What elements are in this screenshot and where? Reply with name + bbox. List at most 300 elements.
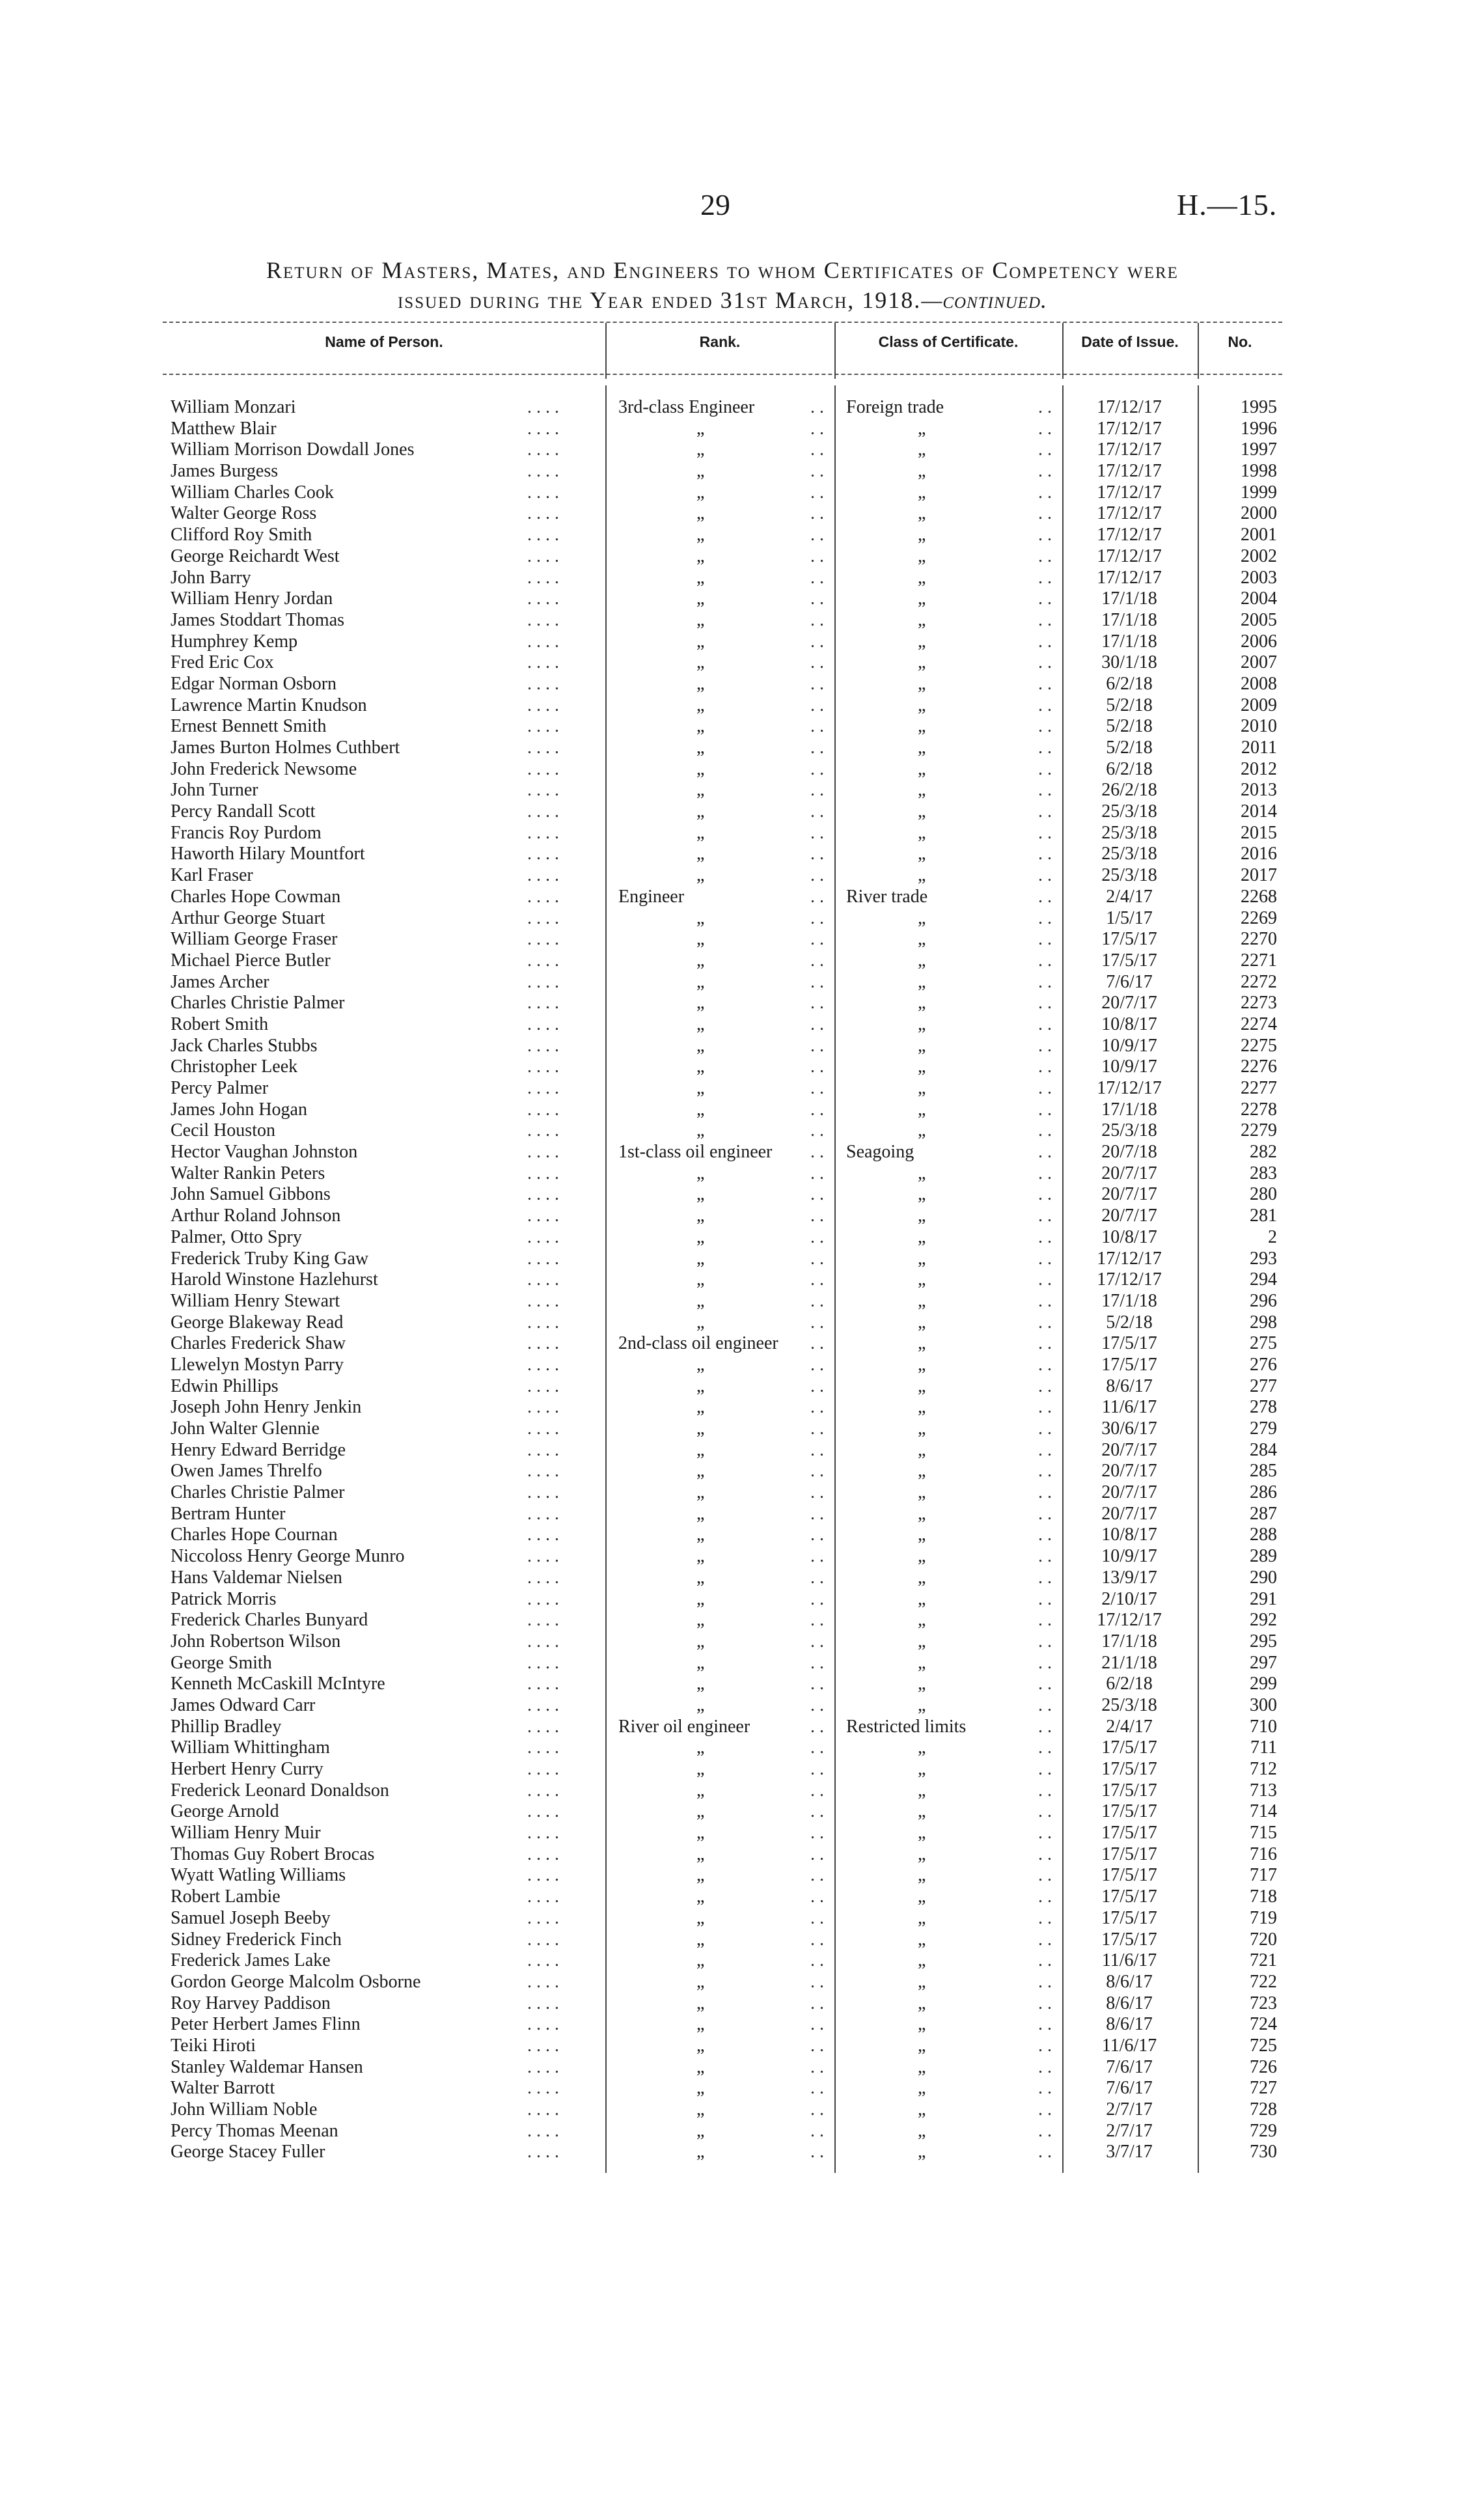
rank-cell: „ [696,525,705,546]
class-cell: „ [918,652,926,673]
leader-dots: . . . . [527,822,559,843]
leader-dots: . . . . [527,1588,559,1609]
leader-dots: . . [810,439,824,460]
leader-dots: . . [1038,1567,1052,1588]
rank-cell: „ [696,1439,705,1460]
person-name: William Whittingham [171,1737,330,1758]
table-row [163,780,1282,801]
date-of-issue: 10/8/17 [1101,1014,1157,1034]
leader-dots: . . [1038,1333,1052,1354]
certificate-number: 728 [1250,2099,1277,2120]
class-cell: „ [918,716,926,737]
class-cell: „ [918,1780,926,1801]
leader-dots: . . [810,1929,824,1950]
leader-dots: . . [1038,1950,1052,1971]
rank-cell: 2nd-class oil engineer [618,1333,778,1354]
person-name: Charles Hope Cowman [171,886,341,907]
person-name: Humphrey Kemp [171,631,298,652]
person-name: John Turner [171,780,258,801]
table-row [163,1717,1282,1738]
leader-dots: . . [1038,1886,1052,1907]
class-cell: „ [918,907,926,928]
date-of-issue: 17/1/18 [1101,588,1157,609]
leader-dots: . . [1038,1801,1052,1822]
person-name: George Stacey Fuller [171,2142,325,2162]
header-rank: Rank. [699,333,741,350]
header-divider [1198,323,1199,379]
leader-dots: . . . . [527,1057,559,1077]
leader-dots: . . [1038,1120,1052,1141]
table-row [163,738,1282,759]
leader-dots: . . . . [527,1950,559,1971]
date-of-issue: 17/5/17 [1101,950,1157,971]
certificate-number: 2004 [1241,588,1277,609]
class-cell: „ [918,1929,926,1950]
person-name: Percy Randall Scott [171,801,316,822]
person-name: James Odward Carr [171,1694,316,1715]
table-row [163,1653,1282,1674]
class-cell: „ [918,1312,926,1333]
leader-dots: . . [1038,1099,1052,1120]
leader-dots: . . . . [527,1035,559,1056]
person-name: Frederick Leonard Donaldson [171,1780,389,1801]
rank-cell: „ [696,2078,705,2099]
person-name: George Blakeway Read [171,1312,344,1333]
table-row [163,1036,1282,1057]
leader-dots: . . [1038,950,1052,971]
leader-dots: . . [1038,2142,1052,2162]
leader-dots: . . . . [527,652,559,673]
person-name: Thomas Guy Robert Brocas [171,1844,375,1864]
leader-dots: . . [810,2099,824,2120]
person-name: Ernest Bennett Smith [171,716,327,737]
person-name: Robert Lambie [171,1886,281,1907]
table-row [163,2078,1282,2099]
rank-cell: „ [696,1099,705,1120]
leader-dots: . . . . [527,546,559,566]
leader-dots: . . . . [527,1759,559,1779]
leader-dots: . . [810,1290,824,1311]
rank-cell: „ [696,801,705,822]
class-cell: „ [918,1823,926,1844]
table-row [163,1376,1282,1398]
rank-cell: „ [696,503,705,524]
rank-cell: „ [696,738,705,758]
leader-dots: . . [810,397,824,417]
certificate-number: 2007 [1241,652,1277,673]
leader-dots: . . . . [527,1312,559,1333]
date-of-issue: 17/1/18 [1101,609,1157,630]
table-body [163,397,1282,2163]
class-cell: „ [918,1269,926,1290]
certificate-number: 718 [1250,1886,1277,1907]
leader-dots: . . [1038,1057,1052,1077]
date-of-issue: 17/5/17 [1101,1865,1157,1886]
certificate-number: 2014 [1241,801,1277,822]
table-row [163,2121,1282,2142]
rank-cell: „ [696,1929,705,1950]
date-of-issue: 5/2/18 [1106,738,1153,758]
leader-dots: . . [810,1567,824,1588]
date-of-issue: 25/3/18 [1101,844,1157,864]
rank-cell: „ [696,1567,705,1588]
date-of-issue: 17/12/17 [1097,546,1162,566]
leader-dots: . . [810,801,824,822]
certificate-number: 277 [1250,1375,1277,1396]
table-row [163,1950,1282,1972]
leader-dots: . . [1038,567,1052,588]
person-name: Percy Palmer [171,1078,269,1098]
leader-dots: . . [810,1886,824,1907]
leader-dots: . . [810,1120,824,1141]
table-row [163,2057,1282,2079]
class-cell: „ [918,1333,926,1354]
table-row [163,1589,1282,1610]
leader-dots: . . [1038,1907,1052,1928]
date-of-issue: 26/2/18 [1101,780,1157,801]
page-number: 29 [700,188,730,221]
person-name: Arthur George Stuart [171,907,325,928]
date-of-issue: 17/5/17 [1101,1886,1157,1907]
person-name: John Walter Glennie [171,1418,320,1439]
leader-dots: . . [810,1907,824,1928]
person-name: James Stoddart Thomas [171,609,345,630]
date-of-issue: 17/12/17 [1097,461,1162,482]
date-of-issue: 17/1/18 [1101,1099,1157,1120]
leader-dots: . . [810,1375,824,1396]
leader-dots: . . . . [527,1290,559,1311]
table-row [163,1844,1282,1866]
certificate-number: 2000 [1241,503,1277,524]
certificate-number: 712 [1250,1759,1277,1779]
table-row [163,2036,1282,2057]
leader-dots: . . . . [527,865,559,886]
class-cell: „ [918,482,926,503]
leader-dots: . . [810,1163,824,1183]
leader-dots: . . [1038,2120,1052,2141]
leader-dots: . . . . [527,461,559,482]
certificate-number: 293 [1250,1248,1277,1269]
leader-dots: . . . . [527,1014,559,1034]
leader-dots: . . . . [527,418,559,439]
date-of-issue: 17/5/17 [1101,1907,1157,1928]
leader-dots: . . [1038,503,1052,524]
header-divider [605,323,607,379]
person-name: John Barry [171,567,251,588]
leader-dots: . . [1038,525,1052,546]
person-name: Robert Smith [171,1014,269,1034]
date-of-issue: 20/7/17 [1101,1439,1157,1460]
leader-dots: . . [810,971,824,992]
date-of-issue: 17/12/17 [1097,439,1162,460]
date-of-issue: 11/6/17 [1101,1950,1157,1971]
leader-dots: . . [810,461,824,482]
leader-dots: . . [1038,865,1052,886]
leader-dots: . . . . [527,950,559,971]
date-of-issue: 21/1/18 [1101,1652,1157,1673]
leader-dots: . . [1038,1418,1052,1439]
person-name: Stanley Waldemar Hansen [171,2056,363,2077]
table-row [163,610,1282,631]
leader-dots: . . . . [527,758,559,779]
person-name: James Burton Holmes Cuthbert [171,738,400,758]
leader-dots: . . [1038,695,1052,715]
rank-cell: „ [696,482,705,503]
table-row [163,652,1282,674]
header-date: Date of Issue. [1081,333,1179,350]
date-of-issue: 20/7/17 [1101,1184,1157,1205]
class-cell: „ [918,801,926,822]
leader-dots: . . [810,695,824,715]
leader-dots: . . [1038,1525,1052,1545]
header-no: No. [1228,333,1252,350]
leader-dots: . . [1038,1865,1052,1886]
leader-dots: . . . . [527,1375,559,1396]
class-cell: „ [918,1759,926,1779]
leader-dots: . . [810,865,824,886]
leader-dots: . . [810,1525,824,1545]
rank-cell: „ [696,1546,705,1567]
rank-cell: „ [696,1354,705,1375]
leader-dots: . . [810,1823,824,1844]
leader-dots: . . [1038,2056,1052,2077]
person-name: Harold Winstone Hazlehurst [171,1269,378,1290]
class-cell: „ [918,1674,926,1694]
table-row [163,546,1282,568]
person-name: Peter Herbert James Flinn [171,2014,361,2035]
date-of-issue: 2/7/17 [1106,2120,1153,2141]
date-of-issue: 11/6/17 [1101,1397,1157,1418]
person-name: Hans Valdemar Nielsen [171,1567,342,1588]
leader-dots: . . [810,2142,824,2162]
leader-dots: . . . . [527,1993,559,2013]
leader-dots: . . . . [527,609,559,630]
leader-dots: . . [810,907,824,928]
table-row [163,1482,1282,1504]
table-row [163,439,1282,461]
rank-cell: „ [696,1184,705,1205]
leader-dots: . . [810,1418,824,1439]
leader-dots: . . [1038,929,1052,950]
leader-dots: . . [810,1950,824,1971]
table-row [163,1291,1282,1312]
class-cell: „ [918,1014,926,1034]
leader-dots: . . [1038,822,1052,843]
person-name: Teiki Hiroti [171,2035,256,2056]
leader-dots: . . [1038,1588,1052,1609]
date-of-issue: 10/9/17 [1101,1546,1157,1567]
certificate-number: 291 [1250,1588,1277,1609]
table-row [163,1908,1282,1929]
person-name: Frederick James Lake [171,1950,331,1971]
rank-cell: „ [696,2142,705,2162]
date-of-issue: 10/8/17 [1101,1226,1157,1247]
class-cell: „ [918,1248,926,1269]
person-name: John William Noble [171,2099,318,2120]
date-of-issue: 17/1/18 [1101,1631,1157,1651]
person-name: Joseph John Henry Jenkin [171,1397,362,1418]
leader-dots: . . . . [527,1886,559,1907]
leader-dots: . . [810,418,824,439]
date-of-issue: 10/9/17 [1101,1057,1157,1077]
leader-dots: . . [1038,1759,1052,1779]
class-cell: River trade [846,886,928,907]
class-cell: „ [918,525,926,546]
certificate-number: 730 [1250,2142,1277,2162]
class-cell: „ [918,844,926,864]
class-cell: „ [918,1418,926,1439]
leader-dots: . . [810,1482,824,1503]
date-of-issue: 17/12/17 [1097,1248,1162,1269]
person-name: John Samuel Gibbons [171,1184,331,1205]
certificate-number: 719 [1250,1907,1277,1928]
table-row [163,1886,1282,1908]
class-cell: „ [918,2142,926,2162]
date-of-issue: 17/12/17 [1097,1078,1162,1098]
leader-dots: . . . . [527,1865,559,1886]
class-cell: „ [918,971,926,992]
leader-dots: . . . . [527,2078,559,2099]
leader-dots: . . [810,1759,824,1779]
leader-dots: . . [1038,1482,1052,1503]
certificate-number: 2273 [1241,993,1277,1014]
class-cell: „ [918,1907,926,1928]
certificate-number: 2005 [1241,609,1277,630]
person-name: Christopher Leek [171,1057,298,1077]
class-cell: Foreign trade [846,397,944,417]
rank-cell: „ [696,567,705,588]
leader-dots: . . [810,1078,824,1098]
class-cell: „ [918,2120,926,2141]
leader-dots: . . [810,1588,824,1609]
leader-dots: . . [810,1354,824,1375]
date-of-issue: 30/6/17 [1101,1418,1157,1439]
leader-dots: . . . . [527,1823,559,1844]
leader-dots: . . [1038,801,1052,822]
leader-dots: . . . . [527,1418,559,1439]
certificate-number: 297 [1250,1652,1277,1673]
date-of-issue: 7/6/17 [1106,971,1153,992]
person-name: Llewelyn Mostyn Parry [171,1354,344,1375]
leader-dots: . . [1038,1652,1052,1673]
date-of-issue: 13/9/17 [1101,1567,1157,1588]
date-of-issue: 17/5/17 [1101,1929,1157,1950]
leader-dots: . . . . [527,907,559,928]
leader-dots: . . [1038,1780,1052,1801]
class-cell: „ [918,567,926,588]
leader-dots: . . [810,1099,824,1120]
leader-dots: . . . . [527,780,559,801]
person-name: Niccoloss Henry George Munro [171,1546,405,1567]
leader-dots: . . [810,1035,824,1056]
class-cell: „ [918,673,926,694]
leader-dots: . . [1038,631,1052,652]
certificate-number: 2017 [1241,865,1277,886]
leader-dots: . . [810,1248,824,1269]
class-cell: „ [918,1567,926,1588]
rank-cell: „ [696,1078,705,1098]
rank-cell: 3rd-class Engineer [618,397,755,417]
table-row [163,1525,1282,1546]
leader-dots: . . [810,1674,824,1694]
table-row [163,1823,1282,1844]
date-of-issue: 17/5/17 [1101,1801,1157,1822]
leader-dots: . . . . [527,1269,559,1290]
table-row [163,1099,1282,1121]
rank-cell: „ [696,1418,705,1439]
leader-dots: . . . . [527,1674,559,1694]
table-row [163,950,1282,972]
leader-dots: . . [810,1631,824,1651]
rank-cell: „ [696,1035,705,1056]
certificate-number: 2003 [1241,567,1277,588]
certificate-number: 300 [1250,1694,1277,1715]
leader-dots: . . . . [527,1780,559,1801]
rank-cell: „ [696,588,705,609]
date-of-issue: 17/12/17 [1097,397,1162,417]
certificate-number: 276 [1250,1354,1277,1375]
rank-cell: „ [696,1461,705,1482]
leader-dots: . . . . [527,1439,559,1460]
rank-cell: „ [696,1120,705,1141]
person-name: Frederick Truby King Gaw [171,1248,369,1269]
date-of-issue: 5/2/18 [1106,716,1153,737]
table-row [163,2099,1282,2121]
table-row [163,1674,1282,1695]
class-cell: „ [918,1290,926,1311]
certificate-number: 714 [1250,1801,1277,1822]
certificate-number: 282 [1250,1142,1277,1163]
date-of-issue: 2/10/17 [1101,1588,1157,1609]
rank-cell: „ [696,1674,705,1694]
date-of-issue: 11/6/17 [1101,2035,1157,2056]
certificate-number: 2 [1268,1226,1277,1247]
leader-dots: . . [810,993,824,1014]
certificate-number: 287 [1250,1503,1277,1524]
leader-dots: . . . . [527,503,559,524]
certificate-number: 2013 [1241,780,1277,801]
certificate-number: 2272 [1241,971,1277,992]
date-of-issue: 10/8/17 [1101,1525,1157,1545]
person-name: Phillip Bradley [171,1716,282,1737]
leader-dots: . . [810,929,824,950]
date-of-issue: 25/3/18 [1101,1694,1157,1715]
leader-dots: . . [810,1865,824,1886]
date-of-issue: 20/7/17 [1101,1163,1157,1183]
leader-dots: . . [810,673,824,694]
leader-dots: . . . . [527,738,559,758]
person-name: William George Fraser [171,929,338,950]
table-row [163,1312,1282,1334]
leader-dots: . . [810,1142,824,1163]
class-cell: „ [918,2078,926,2099]
certificate-number: 715 [1250,1823,1277,1844]
class-cell: „ [918,1120,926,1141]
person-name: Samuel Joseph Beeby [171,1907,331,1928]
header-divider [834,323,836,379]
leader-dots: . . [810,1652,824,1673]
rank-cell: „ [696,1737,705,1758]
table-row [163,1546,1282,1568]
class-cell: „ [918,822,926,843]
table-row [163,1269,1282,1291]
class-cell: „ [918,1886,926,1907]
leader-dots: . . [1038,1248,1052,1269]
leader-dots: . . [1038,1737,1052,1758]
leader-dots: . . [1038,1503,1052,1524]
class-cell: „ [918,1631,926,1651]
table-row [163,397,1282,419]
